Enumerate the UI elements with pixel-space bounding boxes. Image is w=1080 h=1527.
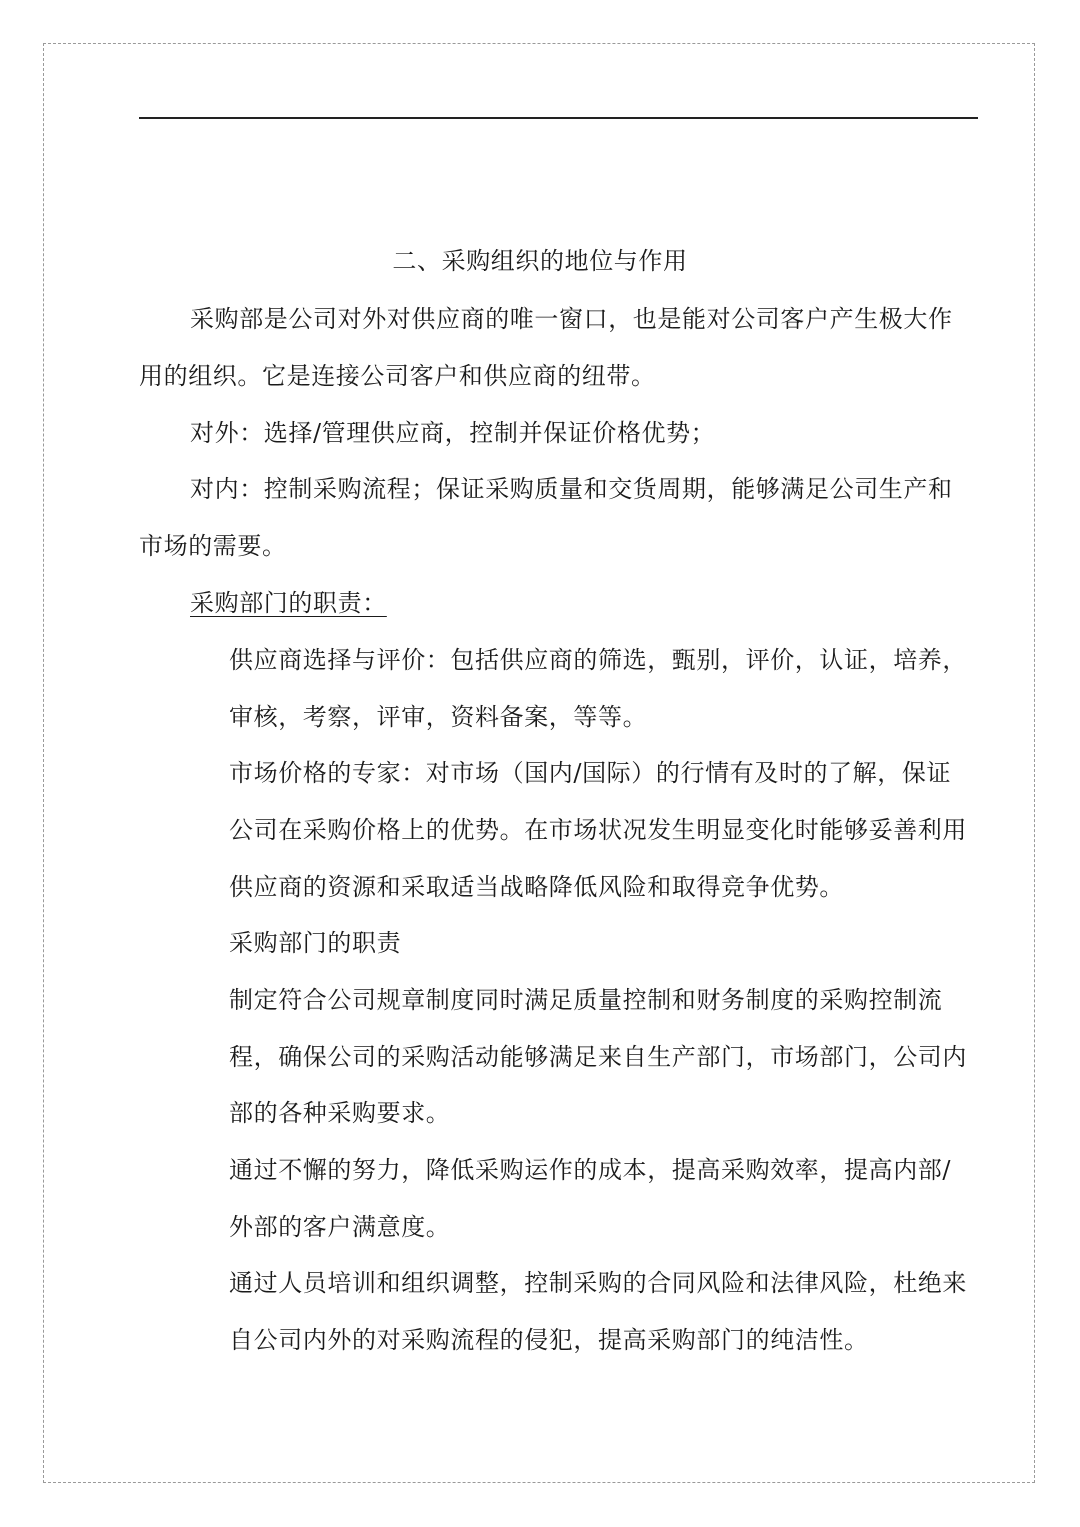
paragraph-line: 对内：控制采购流程；保证采购质量和交货周期，能够满足公司生产和	[190, 475, 953, 503]
duty-line: 制定符合公司规章制度同时满足质量控制和财务制度的采购控制流	[229, 986, 943, 1014]
duty-line: 外部的客户满意度。	[229, 1213, 451, 1241]
paragraph-line: 采购部是公司对外对供应商的唯一窗口，也是能对公司客户产生极大作	[190, 305, 953, 333]
duty-line: 市场价格的专家：对市场（国内/国际）的行情有及时的了解，保证	[229, 759, 952, 787]
duty-line: 部的各种采购要求。	[229, 1099, 451, 1127]
duties-heading-2: 采购部门的职责	[229, 929, 402, 957]
duty-line: 审核，考察，评审，资料备案，等等。	[229, 703, 648, 731]
duty-line: 自公司内外的对采购流程的侵犯，提高采购部门的纯洁性。	[229, 1326, 869, 1354]
header-rule	[139, 117, 978, 119]
paragraph-line: 用的组织。它是连接公司客户和供应商的纽带。	[139, 362, 656, 390]
duty-line: 公司在采购价格上的优势。在市场状况发生明显变化时能够妥善利用	[229, 816, 967, 844]
paragraph-line: 市场的需要。	[139, 532, 287, 560]
paragraph-line: 对外：选择/管理供应商，控制并保证价格优势；	[190, 419, 716, 447]
section-title: 二、采购组织的地位与作用	[392, 247, 688, 275]
duty-line: 供应商的资源和采取适当战略降低风险和取得竞争优势。	[229, 873, 844, 901]
duty-line: 通过人员培训和组织调整，控制采购的合同风险和法律风险，杜绝来	[229, 1269, 967, 1297]
duty-line: 程，确保公司的采购活动能够满足来自生产部门，市场部门，公司内	[229, 1043, 967, 1071]
duties-heading: 采购部门的职责：	[190, 589, 387, 617]
duty-line: 通过不懈的努力，降低采购运作的成本，提高采购效率，提高内部/	[229, 1156, 952, 1184]
duty-line: 供应商选择与评价：包括供应商的筛选，甄别，评价，认证，培养，	[229, 646, 967, 674]
